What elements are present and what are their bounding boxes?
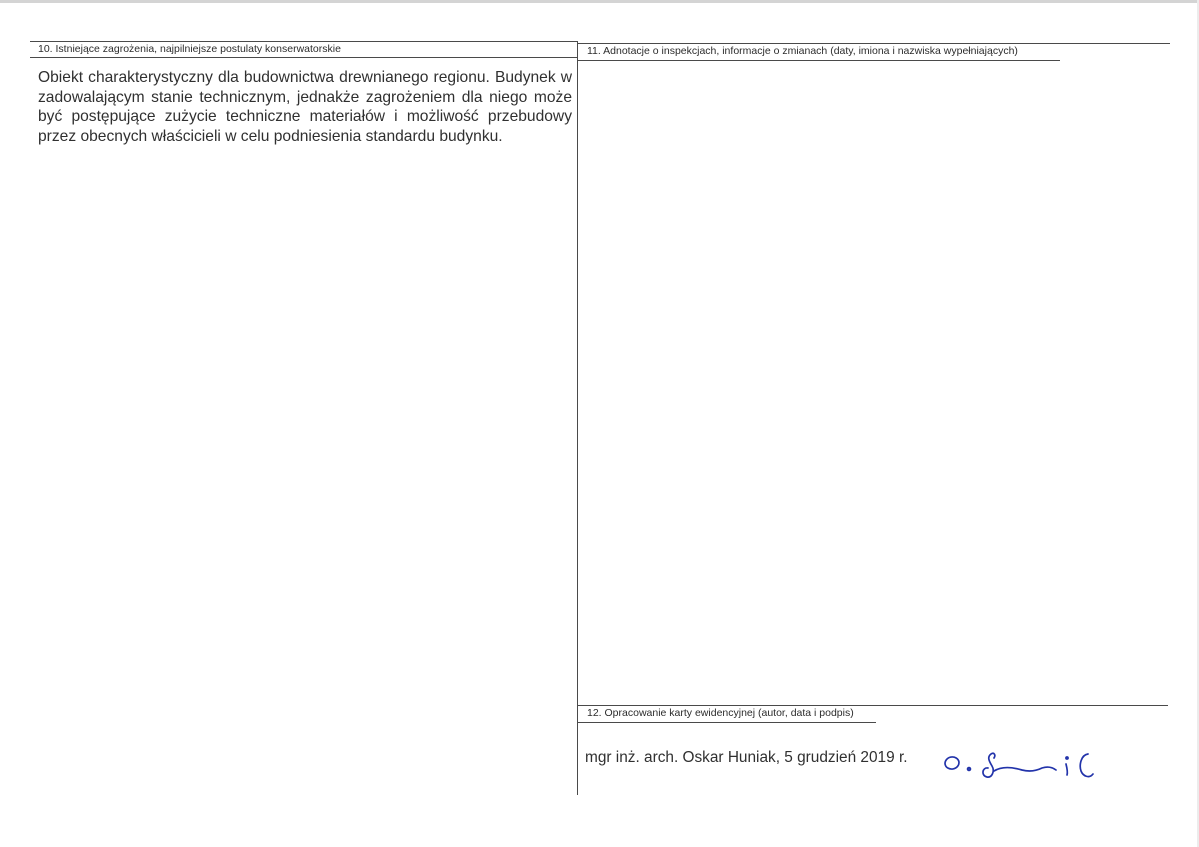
author-line: mgr inż. arch. Oskar Huniak, 5 grudzień 2019 r. [585, 749, 908, 766]
section-11-label: 11. Adnotacje o inspekcjach, informacje o zmianach (daty, imiona i nazwiska wypełniających) [587, 45, 1018, 57]
column-divider [577, 41, 578, 795]
section-10-top-rule [30, 41, 577, 42]
section-10-text: Obiekt charakterystyczny dla budownictwa drewnianego regionu. Budynek w zadowalającym stanie technicznym, jednakże zagrożeniem dla niego może być postępujące zużycie techniczne materiałów i możliwość przebudowy przez obecnych właścicieli w celu podniesienia standardu budynku. [38, 69, 572, 145]
signature [940, 747, 1100, 783]
section-12-header-rule [578, 722, 876, 723]
section-11-top-rule [578, 43, 1170, 44]
section-11-header-rule [578, 60, 1060, 61]
section-10-label: 10. Istniejące zagrożenia, najpilniejsze postulaty konserwatorskie [38, 43, 341, 55]
page-top-edge [0, 0, 1199, 3]
section-12-top-rule [578, 705, 1168, 706]
section-12-label: 12. Opracowanie karty ewidencyjnej (autor, data i podpis) [587, 707, 854, 719]
section-10-header-rule [30, 57, 577, 58]
